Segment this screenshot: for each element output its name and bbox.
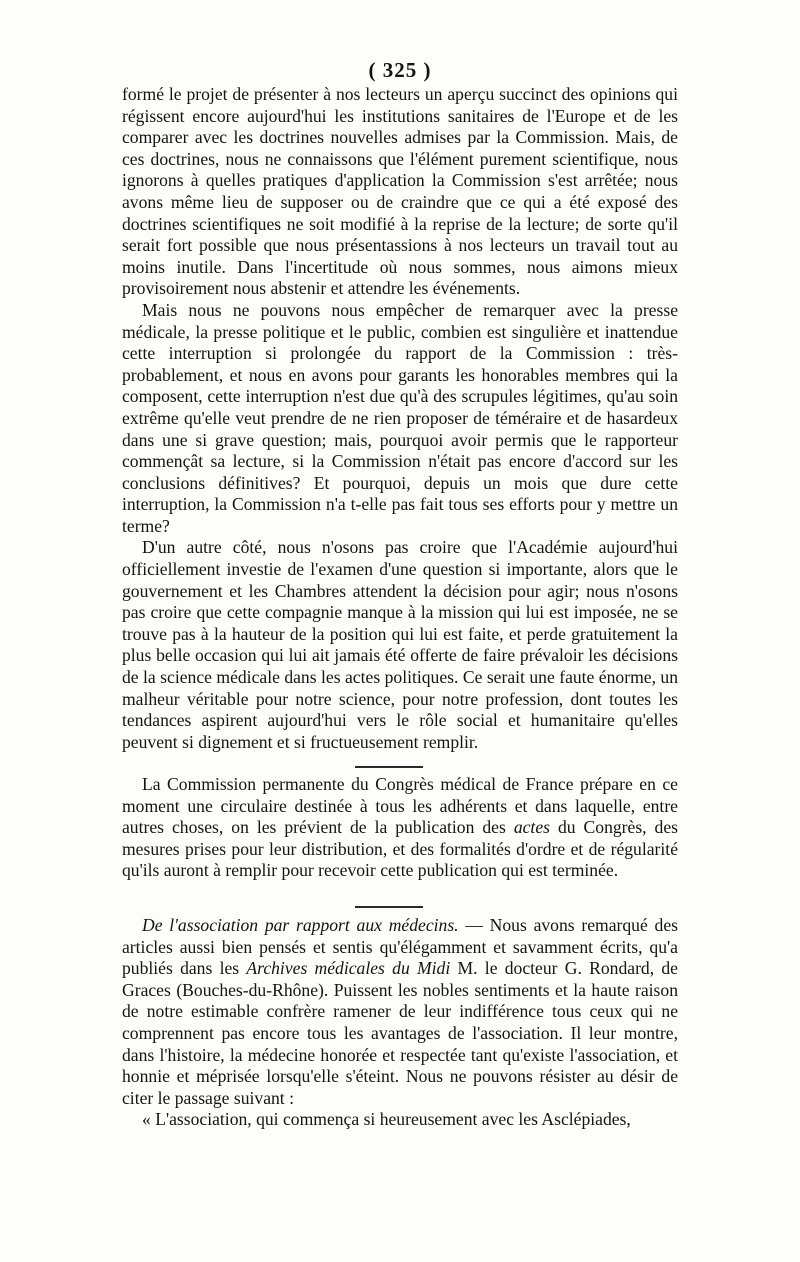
- paragraph: [122, 915, 678, 1109]
- text-section-congress: [122, 774, 678, 882]
- paragraph-text: du Congrès, des mesures prises pour leur distribution, et des formalités d'ordre et de régularité qu'ils auront à remplir pour recevoir cette publication qui est terminée.: [122, 817, 679, 881]
- section-separator: [355, 766, 423, 768]
- text-section-quarantine-commission: [122, 84, 678, 753]
- section-heading: De l'association par rapport aux médecins.: [142, 915, 459, 935]
- italic-term: actes: [513, 817, 550, 838]
- page-number: ( 325 ): [368, 58, 432, 82]
- paragraph-text: La Commission permanente du Congrès médical de France prépare en ce moment une circulaire destinée à tous les adhérents et dans laquelle, entre autres choses, on les prévient de la publication des: [122, 774, 678, 838]
- paragraph-text: — Nous avons remarqué des articles aussi bien pensés et sentis qu'élégamment et savamment écrits, qu'a publiés dans les: [122, 915, 678, 979]
- quotation-start: « L'association, qui commença si heureusement avec les Asclépiades,: [142, 1109, 631, 1130]
- paragraph: [122, 774, 678, 882]
- paragraph: formé le projet de présenter à nos lecteurs un aperçu succinct des opinions qui régissent encore aujourd'hui les institutions sanitaires de l'Europe et de les comparer avec les doctrines nouvelles admises par la Commission. Mais, de ces doctrines, nous ne connaissons que l'élément purement scientifique, nous ignorons à quelles pratiques d'application la Commission s'est arrêtée; nous avons même lieu de supposer ou de craindre que ce qui a été exposé des doctrines scientifiques ne soit modifié à la reprise de la lecture; de sorte qu'il serait fort possible que nous présentassions à nos lecteurs un travail tout au moins inutile. Dans l'incertitude où nous sommes, nous aimons mieux provisoirement nous abstenir et attendre les événements.: [122, 84, 678, 299]
- paragraph: Mais nous ne pouvons nous empêcher de remarquer avec la presse médicale, la presse politique et le public, combien est singulière et inattendue cette interruption si prolongée du rapport de la Commission : très-probablement, et nous en avons pour garants les honorables membres qui la composent, cette interruption n'est due qu'à des scrupules légitimes, qu'au soin extrême qu'elle veut prendre de ne rien proposer de téméraire et de hasardeux dans une si grave question; mais, pourquoi avoir permis que le rapporteur commençât sa lecture, si la Commission n'était pas encore d'accord sur les conclusions définitives? Et pourquoi, depuis un mois que dure cette interruption, la Commission n'a t-elle pas fait tous ses efforts pour y mettre un terme?: [122, 299, 678, 536]
- section-separator: [355, 906, 423, 908]
- paragraph-text: M. le docteur G. Rondard, de Graces (Bouches-du-Rhône). Puissent les nobles sentiments et la haute raison de notre estimable confrère ramener de leur indifférence tous ceux qui ne comprennent pas encore tous les avantages de l'association. Il leur montre, dans l'histoire, la médecine honorée et respectée tant qu'existe l'association, et honnie et méprisée lorsqu'elle s'éteint. Nous ne pouvons résister au désir de citer le passage suivant :: [122, 958, 678, 1108]
- journal-title: Archives médicales du Midi: [246, 958, 451, 979]
- paragraph: D'un autre côté, nous n'osons pas croire que l'Académie aujourd'hui officiellement investie de l'examen d'une question si importante, alors que le gouvernement et les Chambres attendent la décision pour agir; nous n'osons pas croire que cette compagnie manque à la mission qui lui est imposée, ne se trouve pas à la hauteur de la position qui lui est faite, et perde gratuitement la plus belle occasion qui lui ait jamais été offerte de faire prévaloir les décisions de la science médicale dans les actes politiques. Ce serait une faute énorme, un malheur véritable pour notre science, pour notre profession, dont toutes les tendances aspirent aujourd'hui vers le rôle social et humanitaire qu'elles peuvent si dignement et si fructueusement remplir.: [122, 537, 678, 752]
- text-section-association: [122, 915, 678, 1131]
